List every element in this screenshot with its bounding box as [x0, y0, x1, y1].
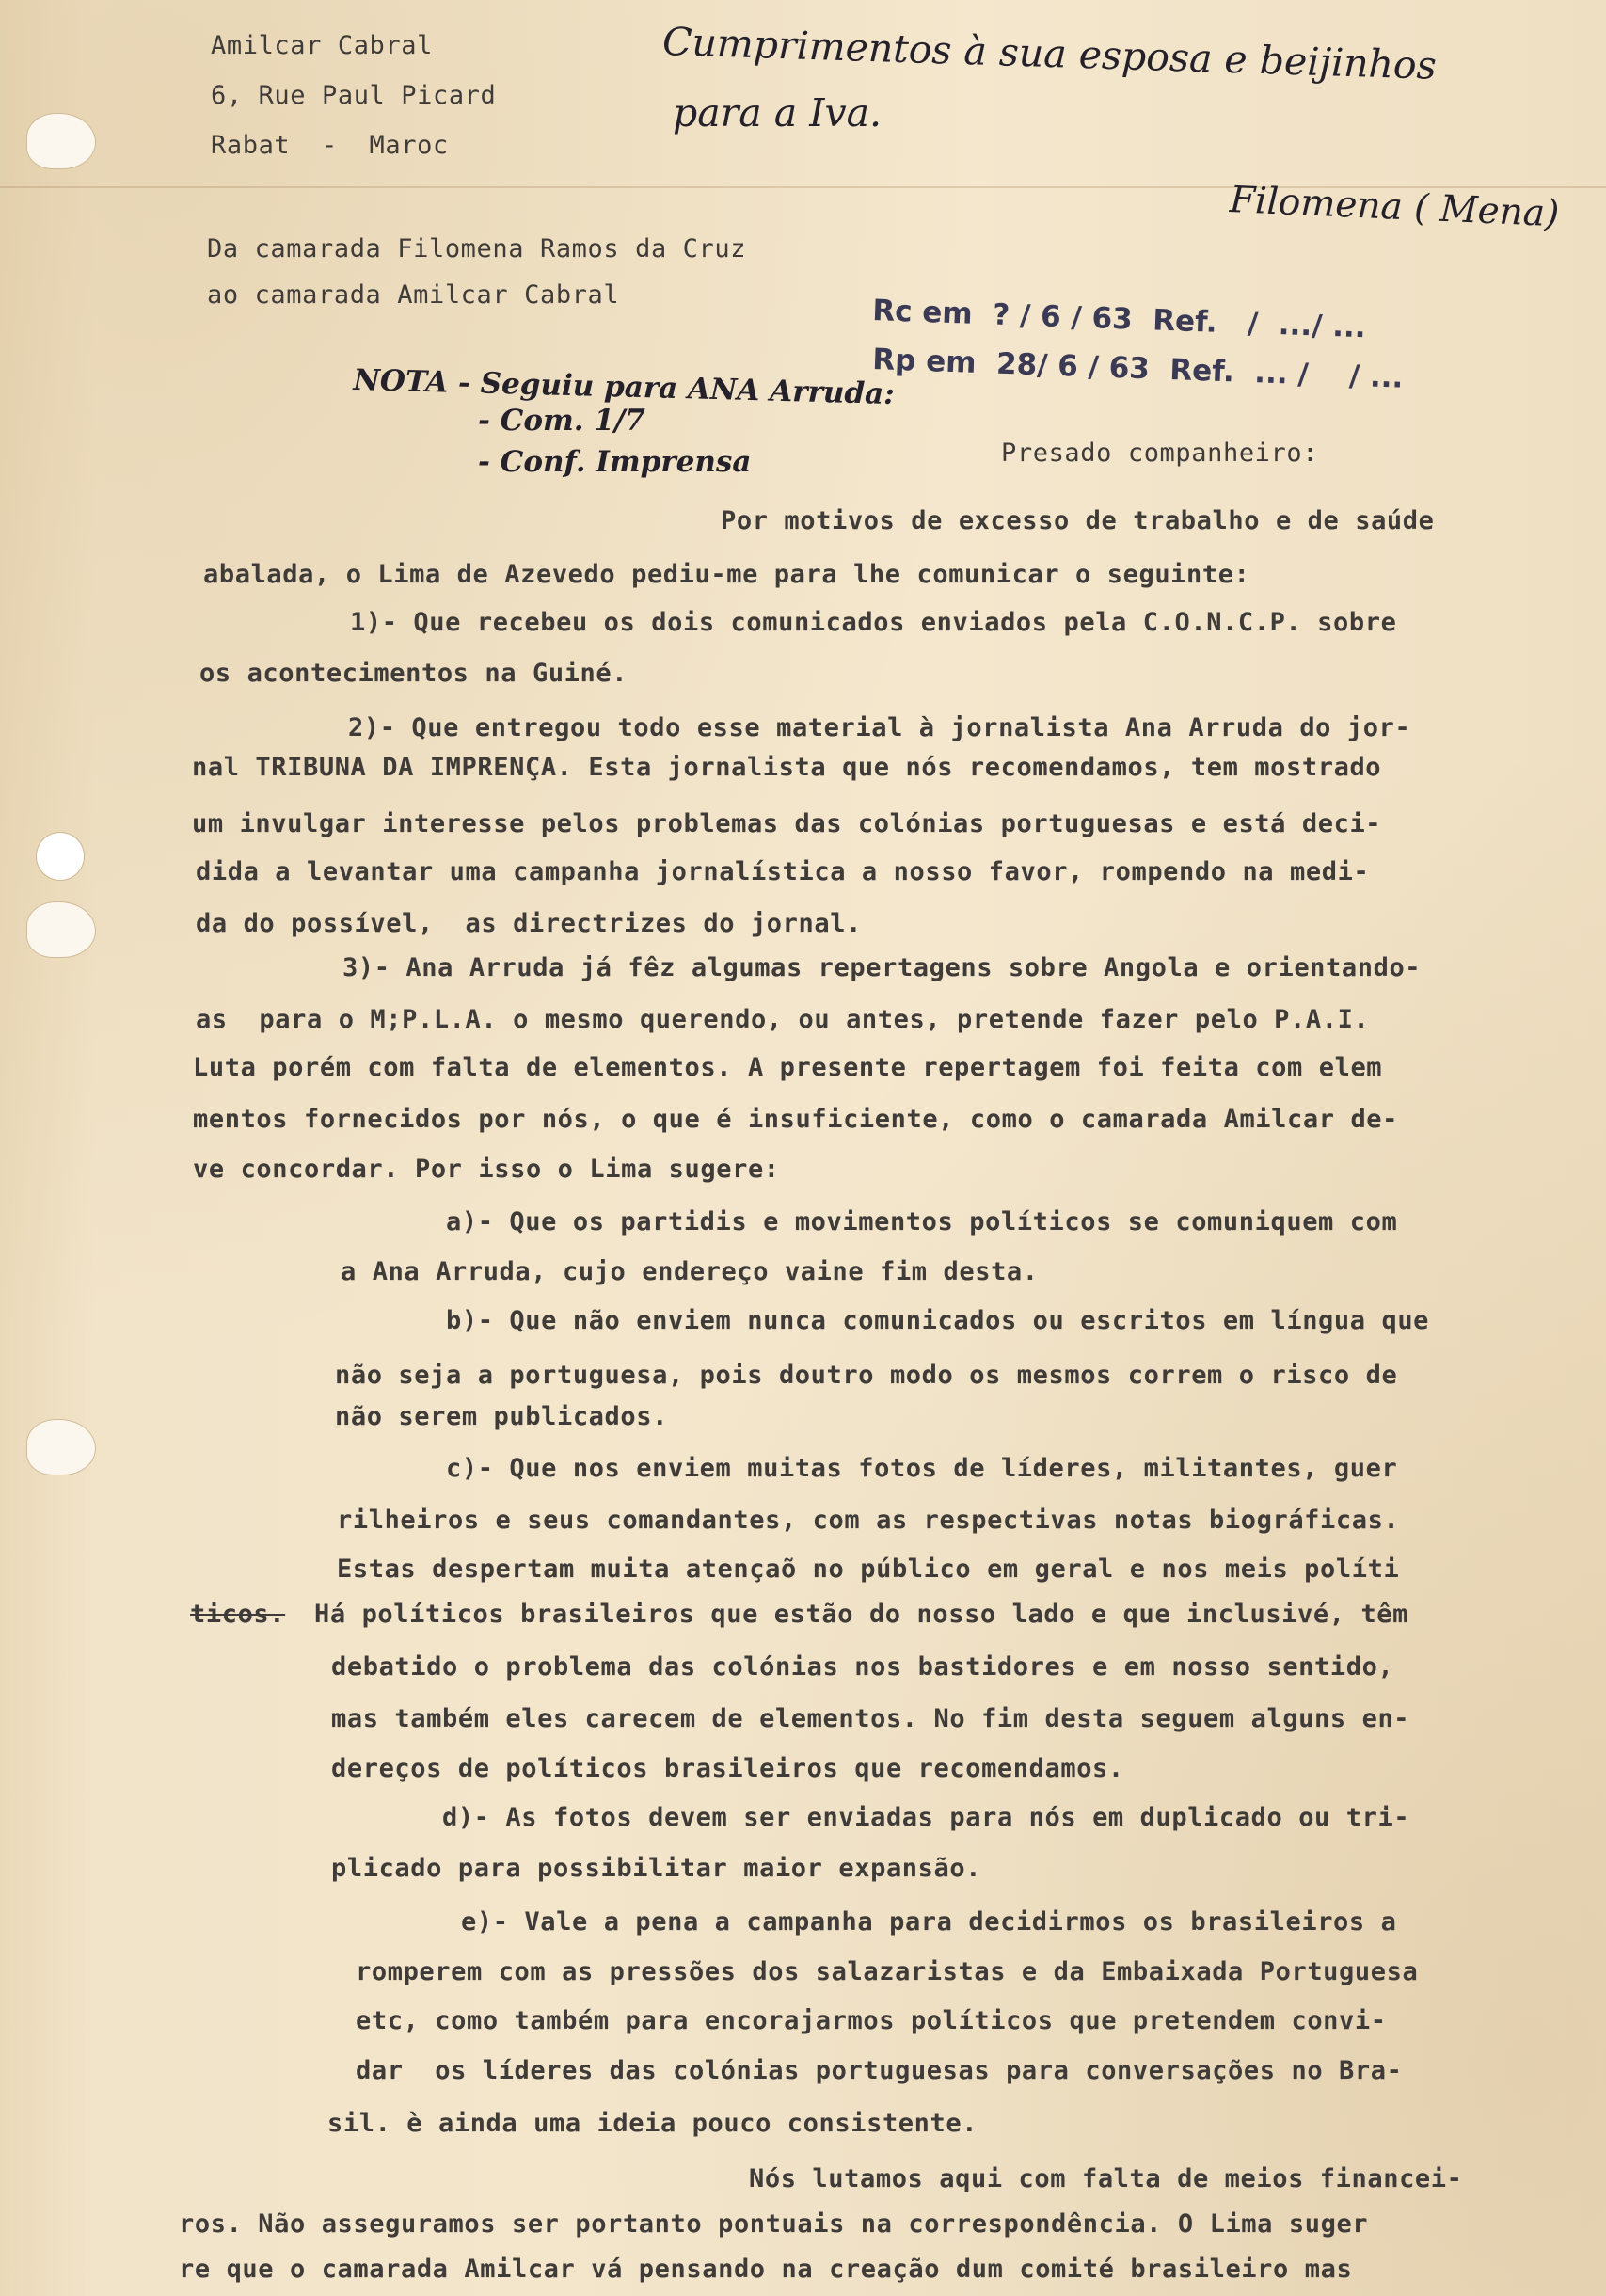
torn-punch-hole: [26, 1419, 96, 1475]
body-line: e)- Vale a pena a campanha para decidirmos os brasileiros a: [461, 1907, 1397, 1937]
body-line: dar os líderes das colónias portuguesas para conversações no Bra-: [356, 2056, 1403, 2085]
sender-name: Amilcar Cabral: [211, 31, 433, 60]
body-line: re que o camarada Amilcar vá pensando na creação dum comité brasileiro mas: [179, 2255, 1353, 2284]
handwritten-signature: Filomena ( Mena): [1229, 179, 1561, 236]
registry-stamp-received: Rc em ? / 6 / 63 Ref. / .../ ...: [871, 294, 1367, 345]
body-line: nal TRIBUNA DA IMPRENÇA. Esta jornalista que nós recomendamos, tem mostrado: [192, 753, 1382, 782]
registry-stamp-replied: Rp em 28/ 6 / 63 Ref. ... / / ...: [871, 343, 1404, 395]
body-line: a)- Que os partidis e movimentos políticos se comuniquem com: [446, 1207, 1398, 1236]
body-line: abalada, o Lima de Azevedo pediu-me para lhe comunicar o seguinte:: [203, 560, 1250, 589]
body-line: 1)- Que recebeu os dois comunicados enviados pela C.O.N.C.P. sobre: [350, 608, 1397, 637]
torn-punch-hole: [26, 901, 96, 958]
body-line: a Ana Arruda, cujo endereço vaine fim desta.: [341, 1257, 1039, 1286]
handwritten-greeting-line2: para a Iva.: [673, 90, 883, 136]
body-line: debatido o problema das colónias nos bastidores e em nosso sentido,: [331, 1652, 1394, 1682]
body-line-struck: ticos.: [190, 1600, 286, 1629]
sender-street: 6, Rue Paul Picard: [211, 81, 497, 110]
body-line: não serem publicados.: [335, 1402, 668, 1431]
body-line: romperem com as pressões dos salazaristas e da Embaixada Portuguesa: [356, 1957, 1419, 1986]
body-line: 2)- Que entregou todo esse material à jornalista Ana Arruda do jor-: [348, 713, 1411, 742]
body-line: mentos fornecidos por nós, o que é insuficiente, como o camarada Amilcar de-: [193, 1105, 1399, 1134]
punch-hole: [36, 832, 85, 881]
body-line: os acontecimentos na Guiné.: [199, 659, 628, 688]
torn-punch-hole: [26, 113, 96, 169]
body-line: ve concordar. Por isso o Lima sugere:: [193, 1155, 780, 1184]
body-line: dereços de políticos brasileiros que recomendamos.: [331, 1754, 1124, 1783]
body-line: Luta porém com falta de elementos. A presente repertagem foi feita com elem: [193, 1053, 1383, 1082]
body-line: Por motivos de excesso de trabalho e de saúde: [721, 506, 1435, 535]
sender-city: Rabat - Maroc: [211, 131, 449, 160]
body-line: Estas despertam muita atençaõ no público em geral e nos meis políti: [337, 1555, 1400, 1584]
body-line: não seja a portuguesa, pois doutro modo os mesmos correm o risco de: [335, 1361, 1398, 1390]
body-line: b)- Que não enviem nunca comunicados ou escritos em língua que: [446, 1306, 1430, 1335]
body-line: dida a levantar uma campanha jornalística a nosso favor, rompendo na medi-: [196, 857, 1370, 886]
body-line: 3)- Ana Arruda já fêz algumas repertagens sobre Angola e orientando-: [342, 953, 1422, 982]
body-line: c)- Que nos enviem muitas fotos de líderes, militantes, guer: [446, 1454, 1398, 1483]
handwritten-greeting-line1: Cumprimentos à sua esposa e beijinhos: [661, 19, 1438, 88]
body-line: sil. è ainda uma ideia pouco consistente.: [327, 2109, 978, 2138]
letter-to-line: ao camarada Amilcar Cabral: [207, 280, 620, 310]
body-line: as para o M;P.L.A. o mesmo querendo, ou antes, pretende fazer pelo P.A.I.: [196, 1005, 1370, 1034]
body-line: ros. Não asseguramos ser portanto pontuais na correspondência. O Lima suger: [179, 2209, 1369, 2239]
body-line: plicado para possibilitar maior expansão.: [331, 1854, 982, 1883]
body-line: da do possível, as directrizes do jornal.: [196, 909, 862, 938]
body-line: d)- As fotos devem ser enviadas para nós em duplicado ou tri-: [442, 1803, 1410, 1832]
body-line: rilheiros e seus comandantes, com as respectivas notas biográficas.: [337, 1506, 1400, 1535]
body-line: etc, como também para encorajarmos políticos que pretendem convi-: [356, 2006, 1387, 2035]
handwritten-note-item: - Com. 1/7: [478, 404, 645, 438]
body-line: mas também eles carecem de elementos. No fim desta seguem alguns en-: [331, 1704, 1410, 1733]
handwritten-note-title: NOTA - Seguiu para ANA Arruda:: [353, 363, 896, 412]
letter-from-line: Da camarada Filomena Ramos da Cruz: [207, 234, 747, 263]
body-line: Nós lutamos aqui com falta de meios financei-: [749, 2164, 1463, 2193]
body-line: Há políticos brasileiros que estão do nosso lado e que inclusivé, têm: [314, 1600, 1409, 1629]
handwritten-note-item: - Conf. Imprensa: [478, 445, 752, 479]
letter-salutation: Presado companheiro:: [1001, 438, 1319, 468]
body-line: um invulgar interesse pelos problemas das colónias portuguesas e está deci-: [192, 809, 1382, 838]
